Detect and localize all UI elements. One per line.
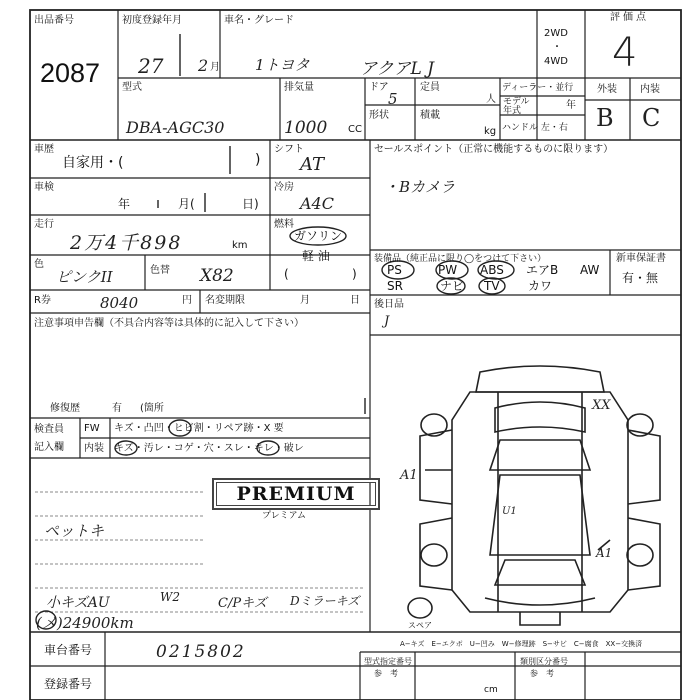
displacement-value: 1000 [284,118,328,138]
damage-legend: A−キズ E−エクボ U−凹み W−修理跡 S−サビ C−腐食 XX−交換済 [400,640,643,648]
type-label: 型式 [122,82,142,93]
drive-dot: ・ [552,42,562,53]
inspection-label: 車検 [34,182,54,193]
capacity-unit: 人 [486,94,496,105]
type-value: DBA-AGC30 [126,118,225,137]
fuel-diesel: 軽 油 [302,249,330,263]
grade-interior: C [642,104,661,132]
mileage-label: 走行 [34,219,54,230]
sales-point-note: ・Bカメラ [384,178,456,196]
grade-exterior: B [596,104,614,132]
note-w2: W2 [160,590,180,604]
fuel-close: ) [352,267,357,281]
car-name-label: 車名・グレード [224,15,294,26]
color-label: 色 [34,259,44,270]
equip-airbag: エアB [526,263,559,277]
color-value: ピンクII [56,268,113,286]
fuel-open: ( [284,267,289,281]
car-damage-diagram [408,366,660,625]
recycle-value: 8040 [100,294,139,312]
lot-number: 2087 [40,58,101,88]
warranty-value: 有・無 [622,271,659,285]
recycle-unit: 円 [182,295,192,306]
diagram-mark-front: XX [592,398,611,413]
name-change-day: 日 [350,295,360,306]
first-reg-month-unit: 月 [210,62,220,73]
type-designation-ref: 参 考 [374,669,398,678]
displacement-unit: CC [348,124,362,135]
grade-interior-label: 内装 [640,84,660,95]
drive-4wd: 4WD [544,56,568,67]
sales-point-label: セールスポイント（正常に機能するものに限ります） [374,144,614,155]
model-year-label: モデル年式 [503,97,530,116]
equip-sr: SR [387,279,403,293]
repair-has: 有 [112,403,122,414]
diagram-mark-center: U1 [502,506,517,517]
inspector-int-label: 内装 [84,443,104,454]
car-maker: 1トヨタ [255,56,310,74]
repair-label: 修復歴 [50,403,80,414]
grade-value: 4 [612,30,638,76]
grade-label: 評価点 [610,12,649,23]
inspector-label-1: 検査員 [34,424,64,435]
name-change-month: 月 [300,295,310,306]
equipment-label: 装備品（純正品に限り◯をつけて下さい） [374,254,547,264]
recycle-label: R券 [34,295,51,306]
inspector-label-2: 記入欄 [34,442,64,453]
premium-stamp-title: PREMIUM [236,483,356,505]
note-pet: ペットキ [44,522,105,540]
grade-exterior-label: 外装 [597,84,617,95]
class-number-label: 類別区分番号 [520,657,568,666]
equip-ps: PS [387,263,402,277]
doors-value: 5 [388,90,398,108]
premium-stamp-sub: プレミアム [262,511,307,521]
equip-aw: AW [580,263,600,277]
mileage-value: 2万4千898 [70,232,183,254]
chassis-value: 0215802 [156,642,246,662]
lot-label: 出品番号 [34,15,74,26]
doors-label: ドア [369,82,389,93]
type-designation-label: 型式指定番号 [364,657,412,666]
parts-value: J [384,314,390,329]
capacity-label: 定員 [420,82,440,93]
chassis-label: 車台番号 [44,643,93,657]
premium-stamp [212,478,380,510]
shift-value: AT [300,154,325,175]
fuel-gasoline: ガソリン [294,229,343,243]
aircon-label: 冷房 [274,182,294,193]
car-model: アクアL J [360,59,434,79]
usage-close: ) [255,152,261,168]
diagram-mark-right: A1 [596,546,613,560]
registration-label: 登録番号 [44,677,93,691]
equip-pw: PW [438,263,458,277]
shift-label: シフト [274,144,304,155]
payload-label: 積載 [420,110,440,121]
equip-leather: カワ [528,279,553,293]
inspection-day: 日) [242,197,259,211]
inspector-fw-items: キズ・凸凹・ヒビ割・リペア跡・X 要 [114,423,284,434]
aircon-value: A4C [300,194,334,213]
color-change-label: 色替 [150,265,170,276]
drive-2wd: 2WD [544,28,568,39]
payload-unit: kg [484,126,497,137]
note-scratch: 小キズAU [46,595,110,611]
note-odo: (メ)24900km [36,614,134,632]
equip-navi: ナビ [440,279,465,293]
dealer-label: ディーラー・並行 [502,83,574,93]
parts-label: 後日品 [374,299,404,310]
class-number-ref: 参 考 [530,669,554,678]
mileage-unit: km [232,240,248,251]
name-change-label: 名変期限 [205,295,245,306]
inspection-year: 年 [118,197,131,211]
equip-abs: ABS [480,263,504,277]
handle-label: ハンドル 左・右 [502,123,568,133]
displacement-label: 排気量 [284,82,314,93]
diagram-spare-label: スペア [408,621,432,630]
inspector-fw-label: FW [84,423,100,434]
notes-label: 注意事項申告欄（不具合内容等は具体的に記入して下さい） [34,318,304,329]
registration-cm: cm [484,685,498,695]
model-year-unit: 年 [566,100,576,111]
fuel-label: 燃料 [274,219,294,230]
color-code: X82 [200,266,234,286]
first-reg-label: 初度登録年月 [122,15,182,26]
first-reg-month-mark: 2 [198,56,209,75]
warranty-label: 新車保証書 [616,253,666,264]
equip-tv: TV [484,279,500,293]
inspector-int-items: キズ・汚レ・コゲ・穴・スレ・キレ・破レ [114,443,304,454]
shape-label: 形状 [369,110,389,121]
note-cp: C/Pキズ [218,596,267,611]
note-mirror: Dミラーキズ [290,594,360,608]
usage-label: 車歴 [34,144,54,155]
first-reg-year: 27 [138,54,164,78]
repair-place: (箇所 [140,403,164,414]
diagram-mark-left: A1 [400,468,418,483]
inspection-month: 月( [178,197,195,211]
usage-value: 自家用・( [62,155,124,171]
